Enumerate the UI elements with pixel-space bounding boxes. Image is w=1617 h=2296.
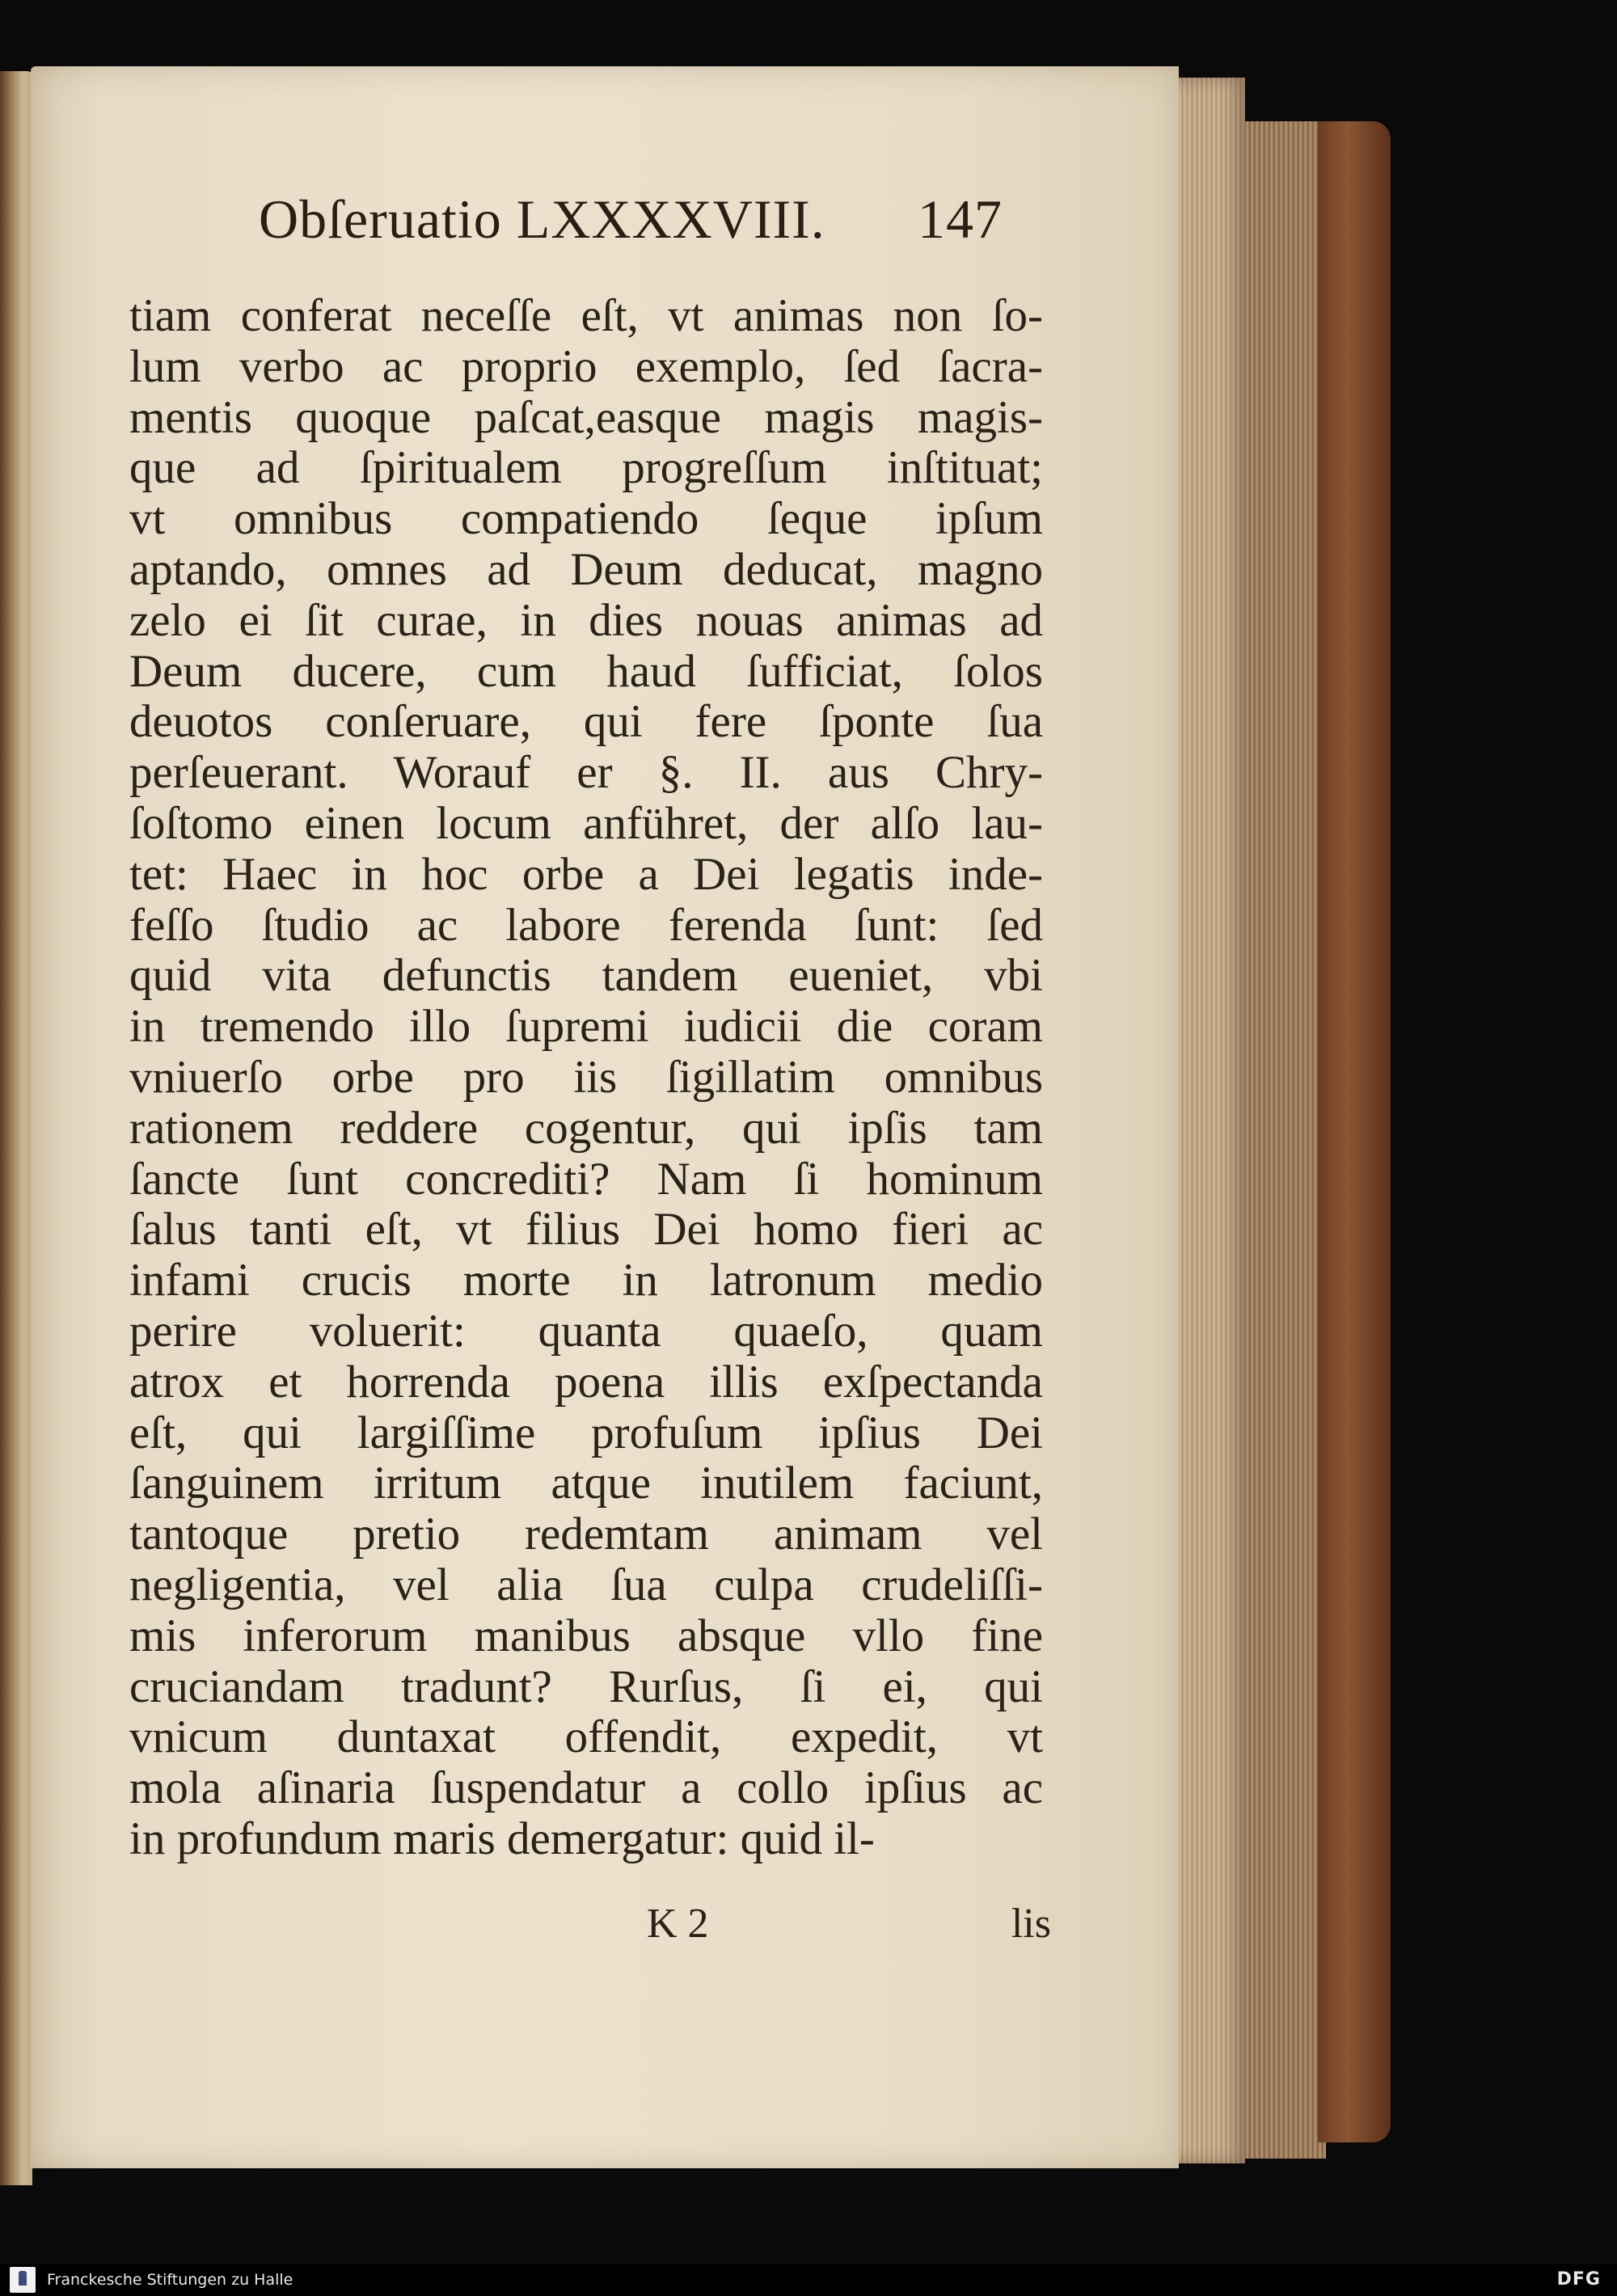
running-head bbox=[259, 188, 1003, 251]
viewer-footer-bar bbox=[0, 2264, 1617, 2296]
text-line: eſt, qui largiſſime profuſum ipſius Dei bbox=[129, 1408, 1043, 1458]
text-line: negligentia, vel alia ſua culpa crudeliſſi- bbox=[129, 1560, 1043, 1610]
text-line: atrox et horrenda poena illis exſpectanda bbox=[129, 1357, 1043, 1408]
text-line: tet: Haec in hoc orbe a Dei legatis inde- bbox=[129, 849, 1043, 900]
text-line: lum verbo ac proprio exemplo, ſed ſacra- bbox=[129, 341, 1043, 392]
text-line: zelo ei ſit curae, in dies nouas animas ad bbox=[129, 595, 1043, 646]
left-page-edge bbox=[0, 71, 32, 2185]
text-line: infami crucis morte in latronum medio bbox=[129, 1256, 1043, 1306]
text-line: vniuerſo orbe pro iis ſigillatim omnibus bbox=[129, 1052, 1043, 1103]
text-line: ſanguinem irritum atque inutilem faciunt, bbox=[129, 1458, 1043, 1509]
text-line: perſeuerant. Worauf er §. II. aus Chry- bbox=[129, 748, 1043, 799]
page-number: 147 bbox=[918, 188, 1003, 250]
text-line: Deum ducere, cum haud ſufficiat, ſolos bbox=[129, 646, 1043, 697]
signature-mark: K 2 bbox=[647, 1901, 709, 1947]
text-line: mola aſinaria ſuspendatur a collo ipſius ac bbox=[129, 1763, 1043, 1814]
text-line: perire voluerit: quanta quaeſo, quam bbox=[129, 1306, 1043, 1357]
text-line: feſſo ſtudio ac labore ferenda ſunt: ſed bbox=[129, 900, 1043, 951]
body-text bbox=[129, 291, 1043, 1865]
text-line: ſancte ſunt concrediti? Nam ſi hominum bbox=[129, 1154, 1043, 1205]
text-line: quid vita defunctis tandem eueniet, vbi bbox=[129, 951, 1043, 1002]
dfg-logo: DFG bbox=[1556, 2269, 1601, 2290]
text-line: aptando, omnes ad Deum deducat, magno bbox=[129, 544, 1043, 595]
text-line: mis inferorum manibus absque vllo fine bbox=[129, 1610, 1043, 1661]
page-stack-inner bbox=[1245, 121, 1326, 2159]
text-line: ſalus tanti eſt, vt filius Dei homo fieri ac bbox=[129, 1205, 1043, 1256]
text-line: in profundum maris demergatur: quid il- bbox=[129, 1813, 875, 1864]
text-line: in tremendo illo ſupremi iudicii die coram bbox=[129, 1002, 1043, 1053]
text-line: tantoque pretio redemtam animam vel bbox=[129, 1509, 1043, 1560]
catchword: lis bbox=[1011, 1901, 1051, 1947]
running-title: Obſeruatio LXXXXVIII. bbox=[259, 188, 825, 250]
book-cover-edge bbox=[1318, 121, 1391, 2142]
text-line: vnicum duntaxat offendit, expedit, vt bbox=[129, 1712, 1043, 1763]
text-line: mentis quoque paſcat,easque magis magis- bbox=[129, 392, 1043, 443]
institution-name: Franckesche Stiftungen zu Halle bbox=[47, 2271, 293, 2289]
text-line: vt omnibus compatiendo ſeque ipſum bbox=[129, 494, 1043, 545]
text-line: ſoſtomo einen locum anführet, der alſo lau- bbox=[129, 798, 1043, 849]
text-line: deuotos conſeruare, qui fere ſponte ſua bbox=[129, 697, 1043, 748]
text-line: rationem reddere cogentur, qui ipſis tam bbox=[129, 1103, 1043, 1154]
text-line: que ad ſpiritualem progreſſum inſtituat; bbox=[129, 443, 1043, 494]
text-line: cruciandam tradunt? Rurſus, ſi ei, qui bbox=[129, 1661, 1043, 1712]
text-line: tiam conferat neceſſe eſt, vt animas non ſo- bbox=[129, 291, 1043, 341]
institution-logo-icon bbox=[10, 2267, 36, 2293]
